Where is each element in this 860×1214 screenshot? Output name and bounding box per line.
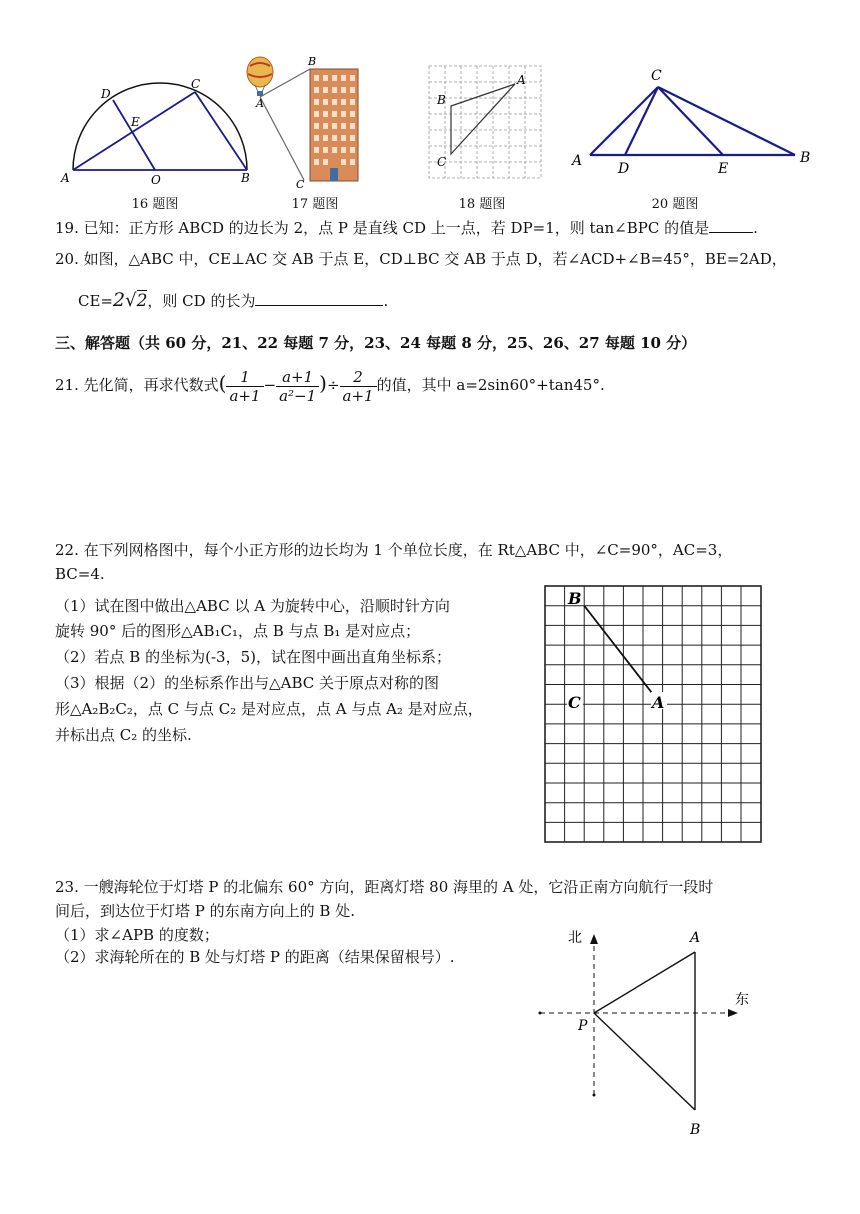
- q22-part3c: 并标出点 C₂ 的坐标.: [55, 726, 192, 744]
- q23-label-p: P: [578, 1018, 588, 1034]
- q23-label-b: B: [690, 1122, 701, 1138]
- q19-answer-blank: [709, 232, 753, 233]
- building-icon: [310, 69, 358, 181]
- q21-prefix: 21. 先化简，再求代数式: [55, 376, 219, 394]
- q21-frac2: $\frac{a+1}{\text{a²−1}}$: [276, 368, 319, 405]
- fig16-label-d: D: [101, 87, 111, 101]
- question-20-line2: [78, 290, 388, 311]
- fig20-label-e: E: [718, 161, 729, 177]
- q22-label-a: A: [652, 693, 665, 712]
- q22-part1b: 旋转 90° 后的图形△AB₁C₁，点 B 与点 B₁ 是对应点；: [55, 622, 421, 640]
- question-21: 21. 先化简，再求代数式( $\frac{1}{a+1}$ − $\frac{a+1}{\text{a²−1}}$ )÷ $\frac{2}{a+1}$ 的值，其中 a=2sin60°+tan45°.: [55, 367, 605, 405]
- fig18-label-b: B: [437, 93, 446, 107]
- fig16-caption: 16 题图: [131, 197, 179, 212]
- fig16-label-o: O: [151, 173, 161, 187]
- fig17-label-b: B: [308, 55, 317, 68]
- fig20-label-d: D: [618, 161, 630, 177]
- fig20-label-a: A: [572, 153, 583, 169]
- q21-minus: −: [263, 376, 277, 394]
- q20-coef: 2: [113, 289, 126, 311]
- question-23-line1: 23. 一艘海轮位于灯塔 P 的北偏东 60° 方向，距离灯塔 80 海里的 A 处，它沿正南方向航行一段时: [55, 878, 714, 896]
- fig20-caption: 20 题图: [651, 197, 699, 212]
- q21-suffix: 的值，其中 a=2sin60°+tan45°.: [376, 376, 605, 394]
- q22-label-c: C: [568, 693, 581, 712]
- figure-17: [240, 52, 380, 192]
- fig16-label-e: E: [131, 115, 140, 129]
- q23-label-north: 北: [568, 930, 582, 946]
- fig17-label-a: A: [256, 97, 264, 110]
- q20-suffix: ，则 CD 的长为: [147, 292, 256, 310]
- fig16-label-c: C: [191, 77, 201, 91]
- q22-part2: （2）若点 B 的坐标为(-3，5)，试在图中画出直角坐标系；: [55, 648, 451, 666]
- q22-part3a: （3）根据（2）的坐标系作出与△ABC 关于原点对称的图: [55, 674, 440, 692]
- q23-label-east: 东: [735, 992, 749, 1008]
- figure-18: [425, 62, 545, 182]
- fig20-label-c: C: [651, 68, 662, 84]
- q23-figure: [530, 920, 770, 1145]
- fig17-caption: 17 题图: [291, 197, 339, 212]
- q21-div: ÷: [326, 376, 340, 394]
- q22-grid-figure: [543, 584, 763, 846]
- question-22-line1: 22. 在下列网格图中，每个小正方形的边长均为 1 个单位长度，在 Rt△ABC 中，∠C=90°，AC=3，: [55, 541, 733, 559]
- q23-part1: （1）求∠APB 的度数；: [55, 926, 219, 944]
- hot-air-balloon-icon: [247, 57, 273, 96]
- q21-frac1: $\frac{1}{a+1}$: [226, 368, 263, 405]
- fig18-label-a: A: [517, 73, 526, 87]
- q20-answer-blank: [255, 305, 383, 306]
- fig17-label-c: C: [296, 178, 305, 191]
- figure-16: [55, 70, 255, 190]
- q20-prefix: CE=: [78, 292, 113, 310]
- question-20-line1: 20. 如图，△ABC 中，CE⊥AC 交 AB 于点 E，CD⊥BC 交 AB 于点 D，若∠ACD+∠B=45°，BE=2AD，: [55, 250, 787, 268]
- q22-label-b: B: [568, 589, 582, 608]
- question-22-line2: BC=4.: [55, 565, 105, 583]
- q23-part2: （2）求海轮所在的 B 处与灯塔 P 的距离（结果保留根号）.: [55, 948, 455, 966]
- q22-part3b: 形△A₂B₂C₂，点 C 与点 C₂ 是对应点，点 A 与点 A₂ 是对应点，: [55, 700, 483, 718]
- fig16-label-b: B: [241, 171, 250, 185]
- q19-text: 19. 已知：正方形 ABCD 的边长为 2，点 P 是直线 CD 上一点，若 DP=1，则 tan∠BPC 的值是: [55, 219, 710, 237]
- fig18-caption: 18 题图: [458, 197, 506, 212]
- sqrt-icon: √: [125, 290, 137, 311]
- q19-end: .: [753, 219, 758, 237]
- q21-frac3: $\frac{2}{a+1}$: [340, 368, 377, 405]
- q22-part1a: （1）试在图中做出△ABC 以 A 为旋转中心，沿顺时针方向: [55, 597, 450, 615]
- figure-20: [565, 65, 815, 180]
- q23-label-a: A: [690, 930, 701, 946]
- fig16-label-a: A: [61, 171, 70, 185]
- q20-radicand: 2: [136, 291, 148, 311]
- question-23-line2: 间后，到达位于灯塔 P 的东南方向上的 B 处.: [55, 902, 355, 920]
- section-3-heading: 三、解答题（共 60 分，21、22 每题 7 分，23、24 每题 8 分，25、26、27 每题 10 分）: [55, 334, 697, 352]
- fig18-label-c: C: [437, 155, 447, 169]
- fig20-label-b: B: [800, 150, 811, 166]
- question-19: [55, 218, 758, 238]
- q20-end: .: [383, 292, 389, 310]
